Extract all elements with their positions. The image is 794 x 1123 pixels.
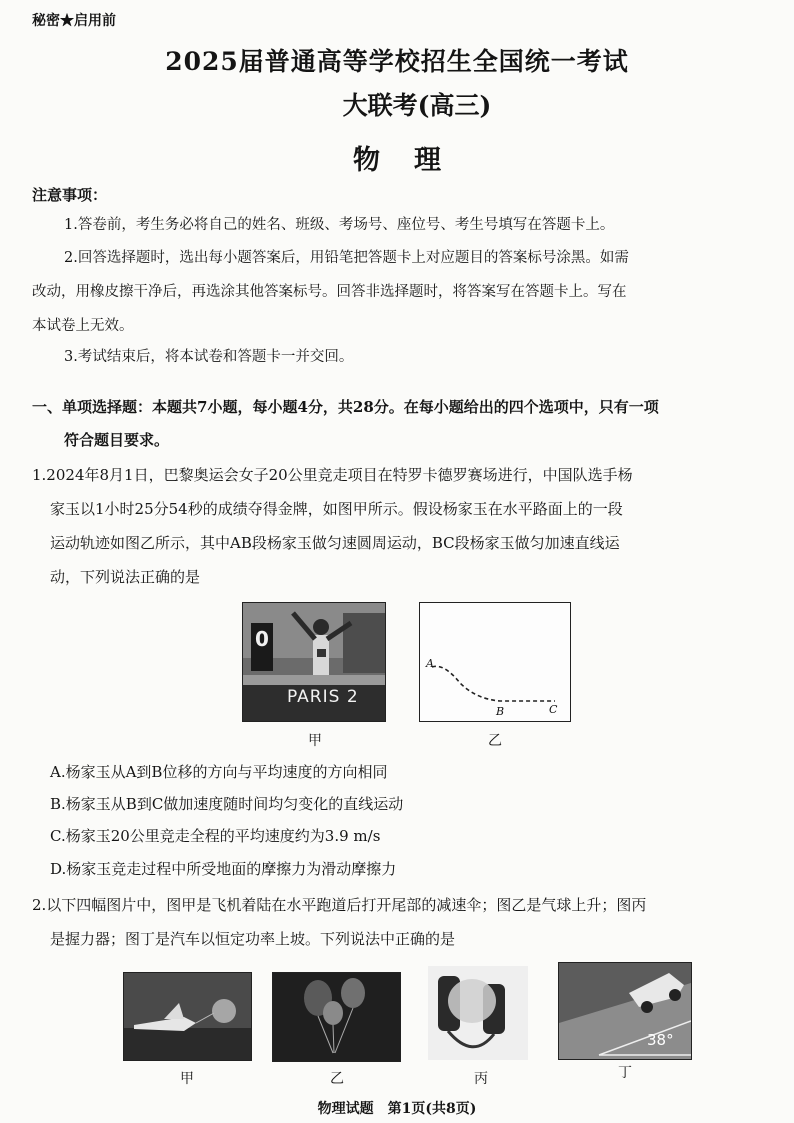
- subject-title: 物理: [353, 145, 475, 176]
- option-c: C.杨家玉20公里竞走全程的平均速度约为3.9 m/s: [50, 827, 381, 845]
- figure-bing-grip: [428, 966, 528, 1060]
- question-2-text: 是握力器；图丁是汽车以恒定功率上坡。下列说法中正确的是: [50, 930, 456, 948]
- note-item: 本试卷上无效。: [32, 318, 134, 334]
- exam-subtitle: 大联考(高三): [342, 91, 492, 120]
- note-item: 1.答卷前，考生务必将自己的姓名、班级、考场号、座位号、考生号填写在答题卡上。: [64, 217, 615, 233]
- photo-bib-mark: 0: [255, 627, 269, 651]
- balloons-icon: [273, 973, 400, 1061]
- figure-yi-caption: 乙: [488, 733, 502, 749]
- figure-caption: 甲: [180, 1071, 194, 1087]
- figure-jia-caption: 甲: [308, 733, 322, 749]
- point-a-label: A: [426, 657, 434, 670]
- figure-caption: 乙: [330, 1071, 344, 1087]
- option-a: A.杨家玉从A到B位移的方向与平均速度的方向相同: [50, 763, 388, 781]
- figure-caption: 丙: [474, 1071, 488, 1087]
- note-item: 3.考试结束后，将本试卷和答题卡一并交回。: [64, 349, 354, 365]
- photo-banner-text: PARIS 2: [287, 687, 359, 707]
- figure-jia-shuttle: [123, 972, 252, 1061]
- question-1-text: 运动轨迹如图乙所示，其中AB段杨家玉做匀速圆周运动，BC段杨家玉做匀加速直线运: [50, 534, 620, 552]
- question-1-text: 家玉以1小时25分54秒的成绩夺得金牌，如图甲所示。假设杨家玉在水平路面上的一段: [50, 500, 623, 518]
- figure-ding-car: [558, 962, 692, 1060]
- section-heading: 一、单项选择题：本题共7小题，每小题4分，共28分。在每小题给出的四个选项中，只有一项: [32, 398, 659, 416]
- trajectory-path: [432, 666, 555, 701]
- question-1-text: 动，下列说法正确的是: [50, 568, 201, 586]
- page-footer: 物理试题 第1页(共8页): [317, 1101, 477, 1117]
- question-2-text: 2.以下四幅图片中，图甲是飞机着陆在水平跑道后打开尾部的减速伞；图乙是气球上升；图丙: [32, 896, 647, 914]
- option-b: B.杨家玉从B到C做加速度随时间均匀变化的直线运动: [50, 795, 404, 813]
- section-heading-cont: 符合题目要求。: [64, 431, 170, 449]
- trajectory-diagram: [420, 603, 570, 721]
- confidential-mark: 秘密★启用前: [32, 13, 116, 29]
- hand-grip-icon: [428, 966, 528, 1060]
- figure-yi-balloons: [272, 972, 401, 1062]
- figure-caption: 丁: [618, 1065, 632, 1081]
- note-item: 改动，用橡皮擦干净后，再选涂其他答案标号。回答非选择题时，将答案写在答题卡上。写在: [32, 284, 627, 300]
- note-item: 2.回答选择题时，选出每小题答案后，用铅笔把答题卡上对应题目的答案标号涂黑。如需: [64, 250, 629, 266]
- slope-angle-label: 38°: [647, 1031, 674, 1049]
- point-c-label: C: [549, 703, 558, 716]
- figure-yi-trajectory: [419, 602, 571, 722]
- question-1-text: 1.2024年8月1日，巴黎奥运会女子20公里竞走项目在特罗卡德罗赛场进行，中国队选手杨: [32, 466, 633, 484]
- exam-title: 2025届普通高等学校招生全国统一考试: [165, 47, 629, 76]
- point-b-label: B: [496, 705, 505, 718]
- notes-heading: 注意事项：: [32, 186, 108, 204]
- shuttle-parachute-icon: [124, 973, 251, 1060]
- option-d: D.杨家玉竞走过程中所受地面的摩擦力为滑动摩擦力: [50, 860, 397, 878]
- figure-jia-photo: [242, 602, 386, 722]
